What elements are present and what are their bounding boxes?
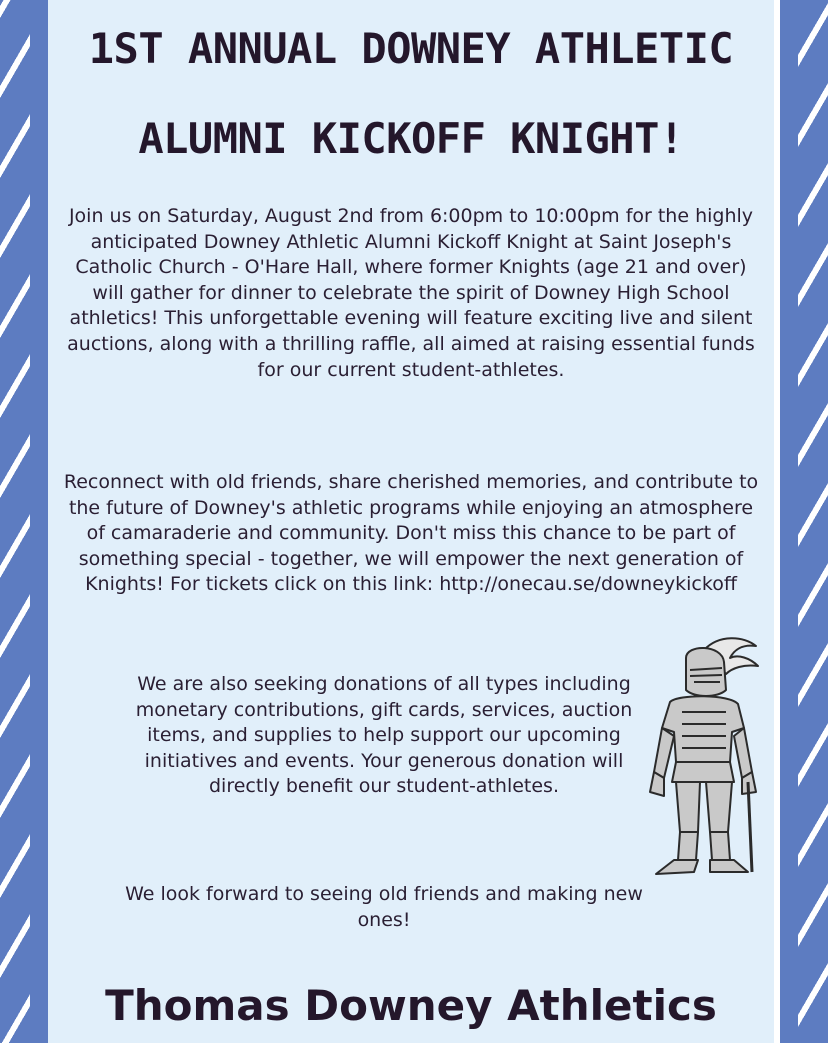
donations-paragraph: We are also seeking donations of all types including monetary contributions, gift cards, services, auction items, and supplies to help support our upcoming initiatives and events. Your generous donation will directly benefit our student-athletes. <box>135 673 633 798</box>
event-title-line-2: ALUMNI KICKOFF KNIGHT! <box>138 114 684 163</box>
left-border-stripe <box>0 0 48 1043</box>
knight-armor-icon <box>634 632 764 882</box>
event-title-line-1: 1ST ANNUAL DOWNEY ATHLETIC <box>88 24 734 73</box>
right-border-stripe <box>780 0 828 1043</box>
reconnect-paragraph: Reconnect with old friends, share cherished memories, and contribute to the future of Downey's athletic programs while enjoying an atmosphere of camaraderie and community. Don't miss this chance to be part of something special - together, we will empower the next generation of Knights! For tickets click on this link: http://onecau.se/downeykickoff <box>63 471 759 596</box>
event-title <box>48 4 774 184</box>
flyer-panel <box>48 0 774 1043</box>
event-details-paragraph: Join us on Saturday, August 2nd from 6:00pm to 10:00pm for the highly anticipated Downey Athletic Alumni Kickoff Knight at Saint Joseph's Catholic Church - O'Hare Hall, where former Knights (age 21 and over) will gather for dinner to celebrate the spirit of Downey High School athletics! This unforgettable evening will feature exciting live and silent auctions, along with a thrilling raffle, all aimed at raising essential funds for our current student-athletes. <box>67 205 755 381</box>
left-border-band <box>30 0 48 1043</box>
closing-paragraph: We look forward to seeing old friends and making new ones! <box>125 883 643 931</box>
organization-name: Thomas Downey Athletics <box>105 981 717 1030</box>
right-border-band <box>780 0 798 1043</box>
